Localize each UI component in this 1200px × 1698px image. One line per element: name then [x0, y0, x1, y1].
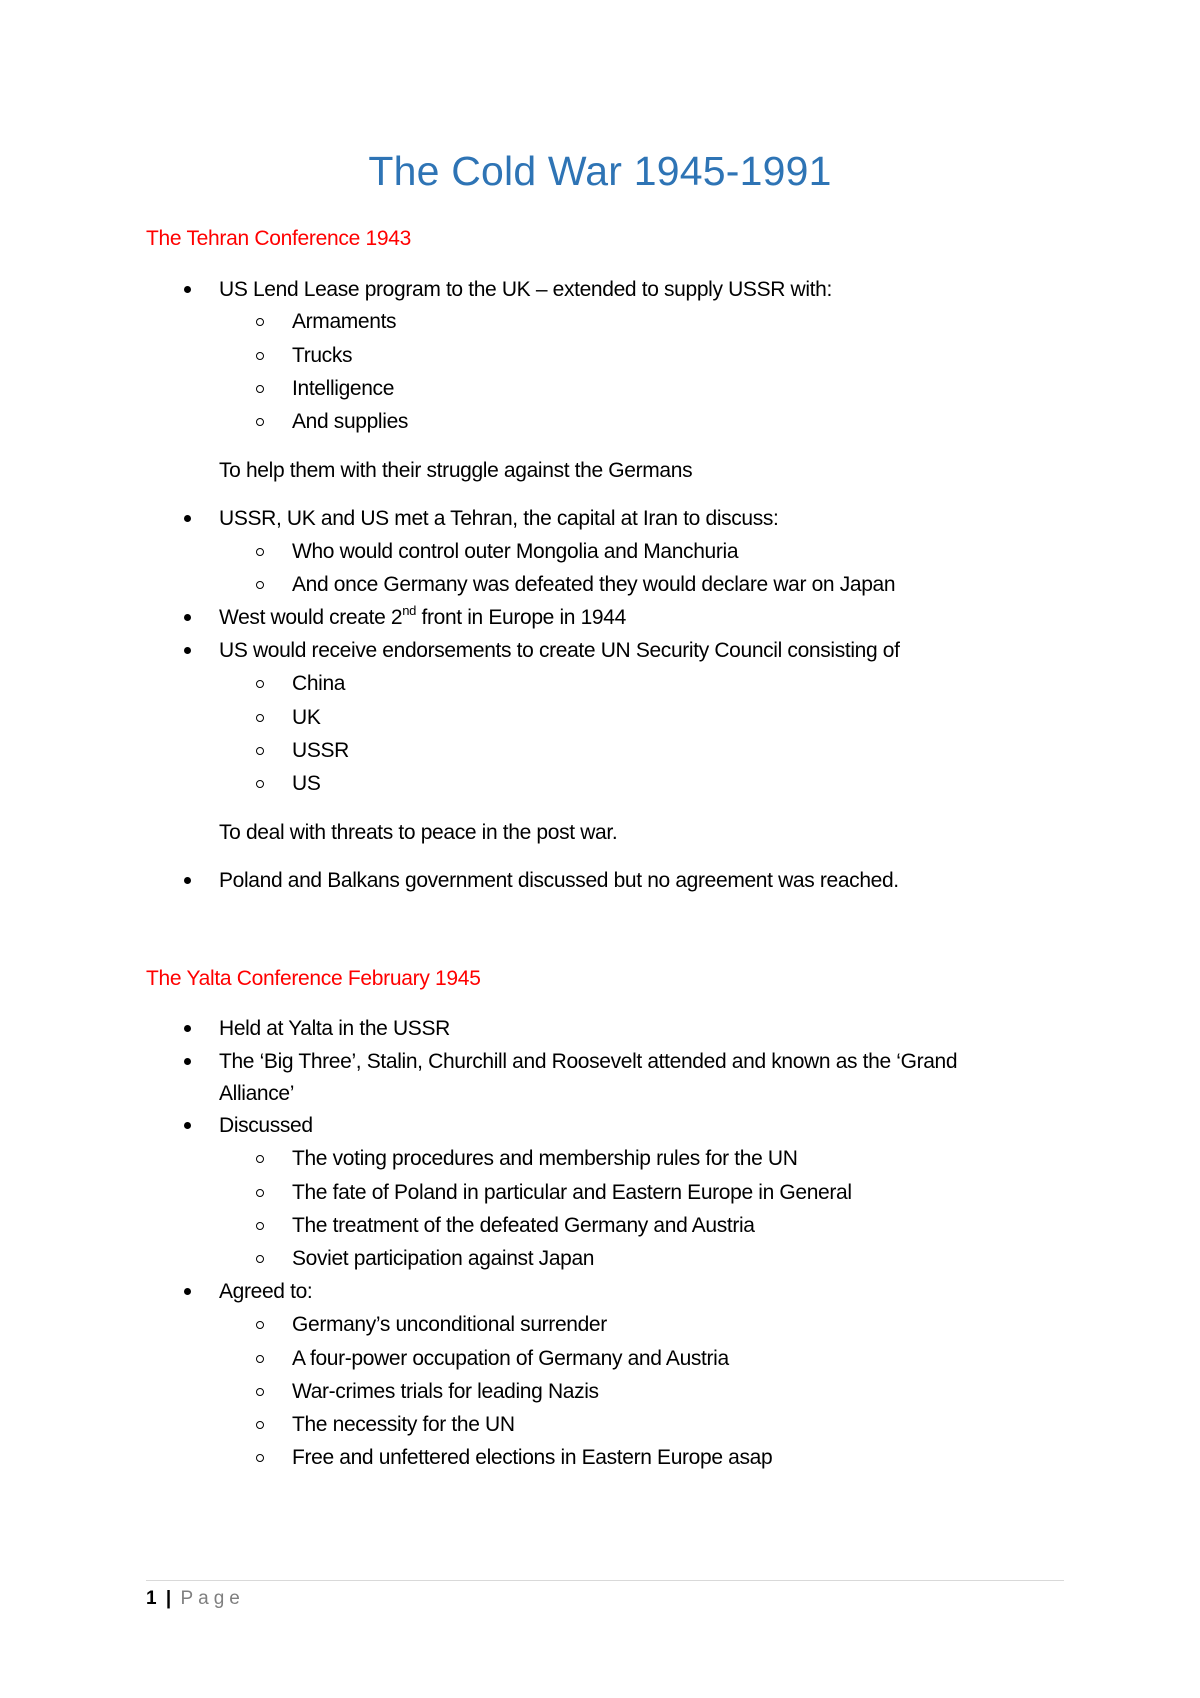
document-title: The Cold War 1945-1991: [368, 148, 832, 194]
list-item: A four-power occupation of Germany and Austria: [292, 1347, 729, 1370]
list-item: The treatment of the defeated Germany and Austria: [292, 1214, 755, 1237]
circle-bullet: [256, 714, 264, 722]
list-item: Poland and Balkans government discussed but no agreement was reached.: [219, 869, 899, 892]
circle-bullet: [256, 680, 264, 688]
paragraph: To deal with threats to peace in the post war.: [219, 821, 618, 844]
bullet-dot: [184, 286, 191, 293]
list-item-continuation: Alliance’: [219, 1082, 295, 1105]
circle-bullet: [256, 1155, 264, 1163]
list-item-text: West would create 2: [219, 606, 403, 629]
footer-separator: |: [165, 1588, 172, 1609]
circle-bullet: [256, 1355, 264, 1363]
section-heading-yalta: The Yalta Conference February 1945: [146, 967, 481, 990]
list-item: Armaments: [292, 310, 397, 333]
paragraph: To help them with their struggle against the Germans: [219, 459, 693, 482]
list-item: Intelligence: [292, 377, 395, 400]
list-item: Agreed to:: [219, 1280, 313, 1303]
circle-bullet: [256, 581, 264, 589]
list-item: US: [292, 772, 321, 795]
list-item: Held at Yalta in the USSR: [219, 1017, 450, 1040]
circle-bullet: [256, 385, 264, 393]
list-item: And supplies: [292, 410, 409, 433]
bullet-dot: [184, 877, 191, 884]
circle-bullet: [256, 352, 264, 360]
list-item: The ‘Big Three’, Stalin, Churchill and Roosevelt attended and known as the ‘Grand: [219, 1050, 958, 1073]
bullet-dot: [184, 647, 191, 654]
circle-bullet: [256, 1388, 264, 1396]
list-item: Trucks: [292, 344, 353, 367]
circle-bullet: [256, 1321, 264, 1329]
superscript: nd: [402, 603, 416, 618]
list-item: US would receive endorsements to create UN Security Council consisting of: [219, 639, 900, 662]
list-item: Soviet participation against Japan: [292, 1247, 595, 1270]
page-footer: [146, 1588, 245, 1610]
list-item: UK: [292, 706, 321, 729]
circle-bullet: [256, 318, 264, 326]
circle-bullet: [256, 418, 264, 426]
bullet-dot: [184, 1058, 191, 1065]
circle-bullet: [256, 1189, 264, 1197]
list-item: War-crimes trials for leading Nazis: [292, 1380, 599, 1403]
list-item: Germany’s unconditional surrender: [292, 1313, 607, 1336]
circle-bullet: [256, 1421, 264, 1429]
list-item: US Lend Lease program to the UK – extended to supply USSR with:: [219, 278, 832, 301]
list-item: [219, 603, 626, 633]
circle-bullet: [256, 1255, 264, 1263]
list-item: USSR: [292, 739, 349, 762]
list-item: The fate of Poland in particular and Eastern Europe in General: [292, 1181, 852, 1204]
bullet-dot: [184, 515, 191, 522]
list-item: Free and unfettered elections in Eastern Europe asap: [292, 1446, 773, 1469]
footer-divider: [146, 1580, 1064, 1581]
circle-bullet: [256, 1222, 264, 1230]
list-item: The voting procedures and membership rules for the UN: [292, 1147, 798, 1170]
circle-bullet: [256, 548, 264, 556]
circle-bullet: [256, 780, 264, 788]
bullet-dot: [184, 1025, 191, 1032]
bullet-dot: [184, 1288, 191, 1295]
page-label: Page: [180, 1588, 245, 1609]
list-item: Discussed: [219, 1114, 313, 1137]
list-item-text: front in Europe in 1944: [416, 606, 626, 629]
list-item: USSR, UK and US met a Tehran, the capital at Iran to discuss:: [219, 507, 779, 530]
section-heading-tehran: The Tehran Conference 1943: [146, 227, 412, 250]
circle-bullet: [256, 747, 264, 755]
list-item: The necessity for the UN: [292, 1413, 515, 1436]
list-item: Who would control outer Mongolia and Manchuria: [292, 540, 739, 563]
page-number: 1: [146, 1588, 157, 1609]
list-item: And once Germany was defeated they would declare war on Japan: [292, 573, 896, 596]
list-item: China: [292, 672, 346, 695]
bullet-dot: [184, 614, 191, 621]
circle-bullet: [256, 1454, 264, 1462]
bullet-dot: [184, 1122, 191, 1129]
